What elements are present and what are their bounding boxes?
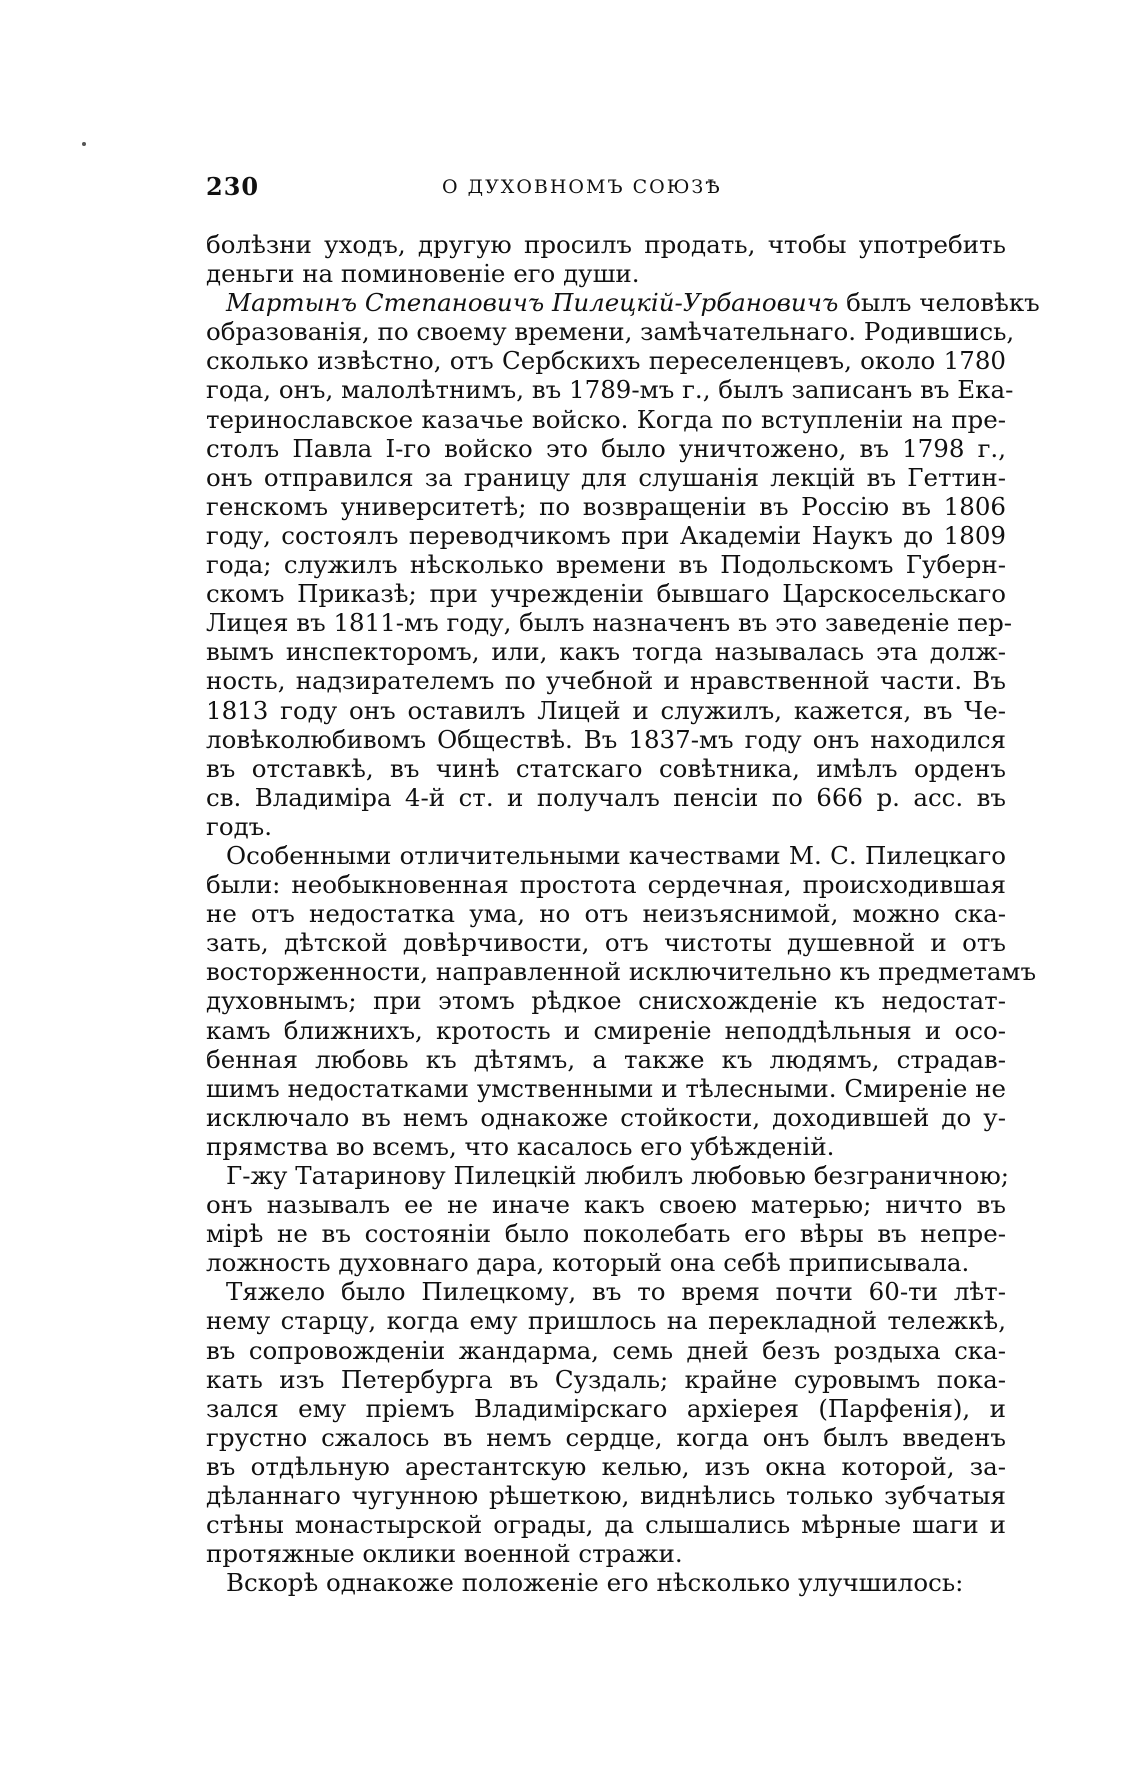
text-line: болѣзни уходъ, другую просилъ продать, чтобы употребить: [206, 230, 1006, 259]
text-line: въ отдѣльную арестантскую келью, изъ окна которой, за-: [206, 1451, 1006, 1481]
text-line: ность, надзирателемъ по учебной и нравственной части. Въ: [206, 666, 1006, 696]
text-line: нему старцу, когда ему пришлось на перекладной тележкѣ,: [206, 1306, 1006, 1336]
page-header: [206, 172, 1006, 212]
text-fragment: былъ человѣкъ: [846, 288, 1040, 318]
text-line: столъ Павла І-го войско это было уничтожено, въ 1798 г.,: [206, 433, 1006, 463]
text-line: камъ ближнихъ, кротость и смиреніе неподдѣльныя и осо-: [206, 1015, 1006, 1045]
text-line: прямства во всемъ, что касалось его убѣжденій.: [206, 1131, 835, 1161]
text-line: генскомъ университетѣ; по возвращеніи въ Россію въ 1806: [206, 491, 1006, 521]
text-line: Особенными отличительными качествами М. С. Пилецкаго: [226, 840, 1006, 870]
text-line: 1813 году онъ оставилъ Лицей и служилъ, кажется, въ Че-: [206, 695, 1006, 725]
running-title: О ДУХОВНОМЪ СОЮЗѢ: [442, 176, 722, 198]
text-line: грустно сжалось въ немъ сердце, когда онъ былъ введенъ: [206, 1422, 1006, 1452]
text-line: году, состоялъ переводчикомъ при Академіи Наукъ до 1809: [206, 520, 1006, 550]
text-line: вымъ инспекторомъ, или, какъ тогда называлась эта долж-: [206, 637, 1006, 667]
scan-speck: [82, 142, 86, 146]
text-line: Г-жу Татаринову Пилецкій любилъ любовью безграничною;: [226, 1161, 1010, 1190]
text-line: года; служилъ нѣсколько времени въ Подольскомъ Губерн-: [206, 550, 1006, 580]
text-line: деньги на поминовеніе его души.: [206, 259, 640, 289]
person-name: Мартынъ Степановичъ Пилецкій-Урбановичъ: [226, 288, 839, 318]
text-line: зать, дѣтской довѣрчивости, отъ чистоты душевной и отъ: [206, 928, 1006, 958]
text-line: дѣланнаго чугунною рѣшеткою, виднѣлись только зубчатыя: [206, 1481, 1006, 1511]
text-line: зался ему пріемъ Владимірскаго архіерея (Парфенія), и: [206, 1393, 1006, 1423]
text-line: Лицея въ 1811-мъ году, былъ назначенъ въ это заведеніе пер-: [206, 608, 1013, 638]
text-line: образованія, по своему времени, замѣчательнаго. Родившись,: [206, 317, 1015, 347]
text-line: не отъ недостатка ума, но отъ неизъяснимой, можно ска-: [206, 899, 1006, 929]
text-line: бенная любовь къ дѣтямъ, а также къ людямъ, страдав-: [206, 1044, 1006, 1074]
text-line: онъ отправился за границу для слушанія лекцій въ Геттин-: [206, 462, 1006, 492]
text-line: мірѣ не въ состояніи было поколебать его вѣры въ непре-: [206, 1219, 1006, 1249]
text-line: ловѣколюбивомъ Обществѣ. Въ 1837-мъ году онъ находился: [206, 724, 1006, 754]
text-line: восторженности, направленной исключительно къ предметамъ: [206, 957, 1037, 987]
text-line: духовнымъ; при этомъ рѣдкое снисхожденіе къ недостат-: [206, 986, 1006, 1016]
page-number: 230: [206, 172, 260, 201]
text-line: св. Владиміра 4-й ст. и получалъ пенсіи по 666 р. асс. въ: [206, 782, 1006, 812]
text-line: скомъ Приказѣ; при учрежденіи бывшаго Царскосельскаго: [206, 579, 1006, 609]
text-line: годъ.: [206, 811, 273, 841]
text-line: сколько извѣстно, отъ Сербскихъ переселенцевъ, около 1780: [206, 346, 1006, 376]
text-line: [206, 288, 1040, 318]
text-line: были: необыкновенная простота сердечная, происходившая: [206, 870, 1006, 900]
text-line: Тяжело было Пилецкому, въ то время почти 60-ти лѣт-: [226, 1277, 1006, 1307]
text-line: года, онъ, малолѣтнимъ, въ 1789-мъ г., былъ записанъ въ Ека-: [206, 375, 1014, 405]
body-text: [206, 230, 1040, 1598]
text-line: исключало въ немъ однакоже стойкости, доходившей до у-: [206, 1102, 1006, 1132]
text-line: шимъ недостатками умственными и тѣлесными. Смиреніе не: [206, 1073, 1006, 1103]
text-line: Вскорѣ однакоже положеніе его нѣсколько улучшилось:: [226, 1568, 964, 1598]
text-line: теринославское казачье войско. Когда по вступленіи на пре-: [206, 404, 1006, 434]
text-line: протяжные оклики военной стражи.: [206, 1539, 683, 1569]
text-line: стѣны монастырской ограды, да слышались мѣрные шаги и: [206, 1510, 1006, 1540]
text-line: кать изъ Петербурга въ Суздаль; крайне суровымъ пока-: [206, 1364, 1006, 1394]
text-line: онъ называлъ ее не иначе какъ своею матерью; ничто въ: [206, 1190, 1006, 1220]
text-line: въ отставкѣ, въ чинѣ статскаго совѣтника, имѣлъ орденъ: [206, 753, 1006, 783]
text-line: ложность духовнаго дара, который она себѣ приписывала.: [206, 1248, 970, 1278]
text-line: въ сопровожденіи жандарма, семь дней безъ роздыха ска-: [206, 1335, 1006, 1365]
